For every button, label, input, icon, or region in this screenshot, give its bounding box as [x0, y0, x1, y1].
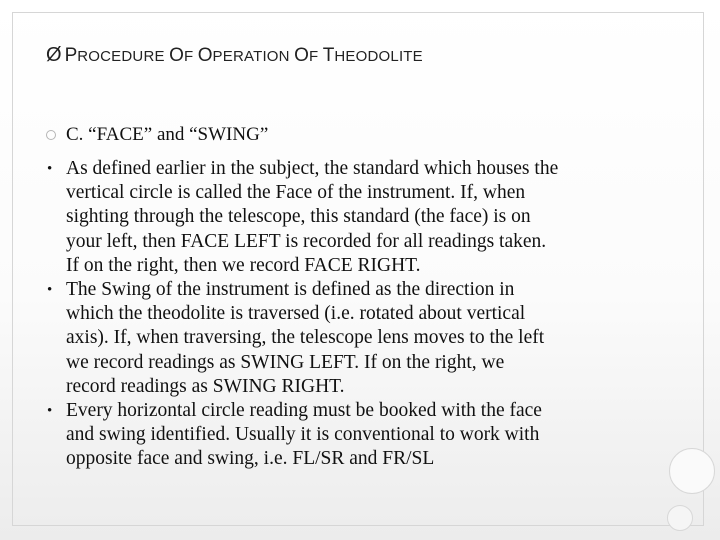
circle-bullet-icon [46, 130, 56, 140]
title-word: OF [294, 45, 319, 66]
title-word: THEODOLITE [322, 45, 423, 66]
bullet-icon: • [47, 282, 53, 299]
text-line: and swing identified. Usually it is conventional to work with [66, 424, 540, 446]
text-line: we record readings as SWING LEFT. If on the right, we [66, 351, 505, 373]
text-line: axis). If, when traversing, the telescope lens moves to the left [66, 327, 545, 349]
paragraph-face [45, 157, 685, 278]
paragraph-booking [45, 399, 685, 472]
text-line: Every horizontal circle reading must be booked with the face [66, 400, 542, 422]
text-line: The Swing of the instrument is defined as the direction in [66, 279, 515, 301]
text-line: opposite face and swing, i.e. FL/SR and FR/SL [66, 448, 435, 470]
arrow-bullet-icon: Ø [46, 44, 62, 66]
subheading [46, 124, 268, 146]
subheading-text: C. “FACE” and “SWING” [66, 124, 269, 145]
title-word: OF [169, 45, 194, 66]
title-word: OPERATION [197, 45, 290, 66]
text-line: As defined earlier in the subject, the standard which houses the [66, 158, 559, 179]
text-line: vertical circle is called the Face of the instrument. If, when [66, 182, 526, 204]
text-line: your left, then FACE LEFT is recorded for all readings taken. [66, 230, 547, 252]
body-text [45, 157, 685, 472]
text-line: If on the right, then we record FACE RIGHT. [66, 254, 421, 276]
text-line: sighting through the telescope, this standard (the face) is on [66, 206, 531, 228]
text-line: record readings as SWING RIGHT. [66, 375, 345, 397]
decorative-circle-small [667, 505, 693, 531]
slide-title [46, 44, 423, 67]
bullet-icon: • [47, 403, 53, 420]
title-word: PROCEDURE [64, 45, 165, 66]
bullet-icon: • [47, 161, 53, 177]
paragraph-swing [45, 278, 685, 399]
text-line: which the theodolite is traversed (i.e. rotated about vertical [66, 303, 526, 325]
